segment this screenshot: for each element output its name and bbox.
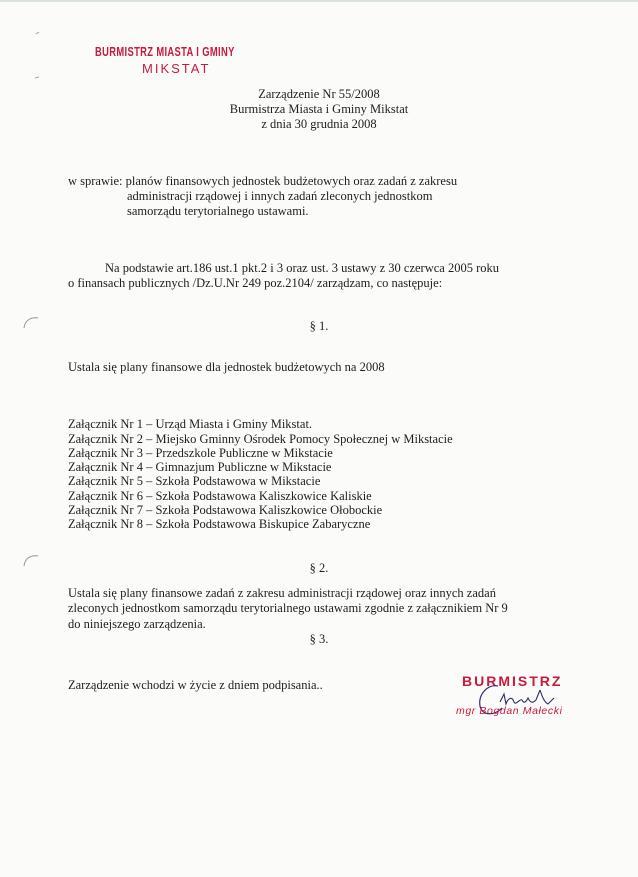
attachment-item: Załącznik Nr 5 – Szkoła Podstawowa w Mikstacie [68, 474, 321, 488]
subject-line: w sprawie: planów finansowych jednostek budżetowych oraz zadań z zakresu [68, 174, 458, 188]
subject-line: administracji rządowej i innych zadań zleconych jednostkom [127, 189, 433, 203]
section-2-text: do niniejszego zarządzenia. [68, 617, 206, 631]
section-1-heading: § 1. [309, 319, 329, 333]
stamp-mayor-name: mgr Bogdan Małecki [456, 705, 563, 717]
section-1-text: Ustala się plany finansowe dla jednostek budżetowych na 2008 [68, 360, 385, 374]
attachment-item: Załącznik Nr 1 – Urząd Miasta i Gminy Mikstat. [68, 417, 313, 431]
section-2-text: zleconych jednostkom samorządu terytorialnego ustawami zgodnie z załącznikiem Nr 9 [68, 601, 508, 615]
document-date: z dnia 30 grudnia 2008 [261, 117, 377, 131]
attachment-item: Załącznik Nr 7 – Szkoła Podstawowa Kaliszkowice Ołobockie [68, 503, 383, 517]
document-issuer: Burmistrza Miasta i Gminy Mikstat [229, 102, 409, 116]
scan-mark [30, 28, 44, 88]
legal-basis-line: o finansach publicznych /Dz.U.Nr 249 poz.2104/ zarządzam, co następuje: [68, 276, 443, 290]
stamp-town-name: MIKSTAT [142, 61, 211, 76]
attachment-item: Załącznik Nr 6 – Szkoła Podstawowa Kaliszkowice Kaliskie [68, 489, 372, 503]
section-2-heading: § 2. [309, 561, 329, 575]
attachment-item: Załącznik Nr 2 – Miejsko Gminny Ośrodek Pomocy Społecznej w Mikstacie [68, 432, 453, 446]
attachment-item: Załącznik Nr 3 – Przedszkole Publiczne w Mikstacie [68, 446, 333, 460]
legal-basis-line: Na podstawie art.186 ust.1 pkt.2 i 3 oraz ust. 3 ustawy z 30 czerwca 2005 roku [105, 261, 500, 275]
section-2-text: Ustala się plany finansowe zadań z zakresu administracji rządowej oraz innych zadań [68, 586, 496, 600]
attachment-item: Załącznik Nr 4 – Gimnazjum Publiczne w Mikstacie [68, 460, 332, 474]
section-3-text: Zarządzenie wchodzi w życie z dniem podpisania.. [68, 678, 323, 692]
document-number: Zarządzenie Nr 55/2008 [258, 87, 380, 101]
section-3-heading: § 3. [309, 632, 329, 646]
scan-edge [0, 0, 638, 2]
stamp-office-name: BURMISTRZ MIASTA I GMINY [95, 44, 235, 59]
stamp-mayor-title: BURMISTRZ [462, 673, 563, 689]
attachment-item: Załącznik Nr 8 – Szkoła Podstawowa Biskupice Zabaryczne [68, 517, 371, 531]
subject-line: samorządu terytorialnego ustawami. [127, 204, 309, 218]
